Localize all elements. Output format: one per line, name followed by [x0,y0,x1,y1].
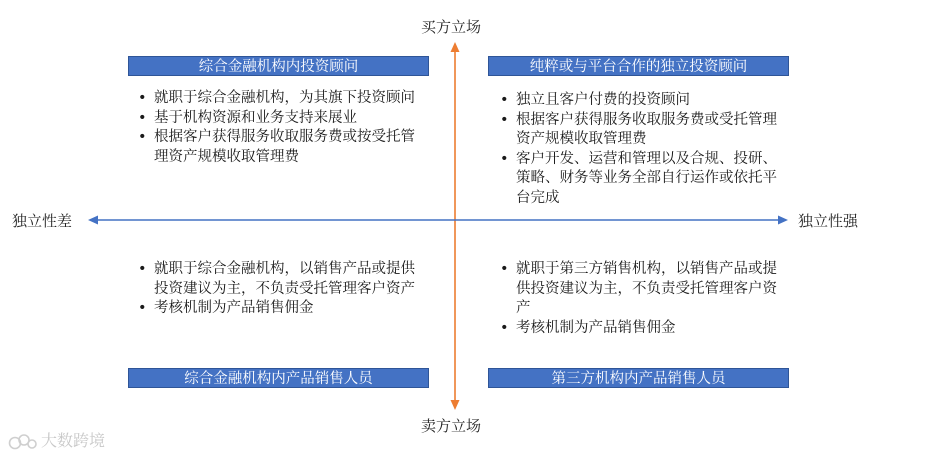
quadrant-bottom-right-title: 第三方机构内产品销售人员 [488,368,789,388]
list-item: • 根据客户获得服务收取服务费或受托管理资产规模收取管理费 [496,111,781,150]
list-item: • 考核机制为产品销售佣金 [496,319,781,339]
list-item: • 就职于综合金融机构，为其旗下投资顾问 [134,89,419,109]
watermark [8,428,105,452]
list-item: • 基于机构资源和业务支持来展业 [134,109,419,129]
list-item: • 客户开发、运营和管理以及合规、投研、策略、财务等业务全部自行运作或依托平台完成 [496,150,781,209]
horizontal-axis-arrow-right [778,216,788,225]
quadrant-bottom-left-title: 综合金融机构内产品销售人员 [128,368,429,388]
watermark-text: 大数跨境 [41,431,106,450]
quadrant-bottom-right-list [496,260,781,338]
axis-label-top: 买方立场 [421,18,482,36]
list-item: • 就职于第三方销售机构，以销售产品或提供投资建议为主，不负责受托管理客户资产 [496,260,781,319]
vertical-axis-arrow-top [451,42,460,52]
quadrant-top-right-title: 纯粹或与平台合作的独立投资顾问 [488,56,789,76]
quadrant-bottom-left-list [134,260,419,319]
quadrant-top-left-list [134,89,419,167]
axis-label-bottom: 卖方立场 [421,417,482,435]
list-item: • 独立且客户付费的投资顾问 [496,91,781,111]
quadrant-top-left-title: 综合金融机构内投资顾问 [128,56,429,76]
list-item: • 根据客户获得服务收取服务费或按受托管理资产规模收取管理费 [134,128,419,167]
axis-label-left: 独立性差 [12,212,73,230]
axis-label-right: 独立性强 [798,212,859,230]
list-item: • 就职于综合金融机构，以销售产品或提供投资建议为主，不负责受托管理客户资产 [134,260,419,299]
list-item: • 考核机制为产品销售佣金 [134,299,419,319]
horizontal-axis-arrow-left [88,216,98,225]
brand-logo-icon [8,432,38,452]
quadrant-top-right-list [496,91,781,208]
vertical-axis-arrow-bottom [451,400,460,410]
